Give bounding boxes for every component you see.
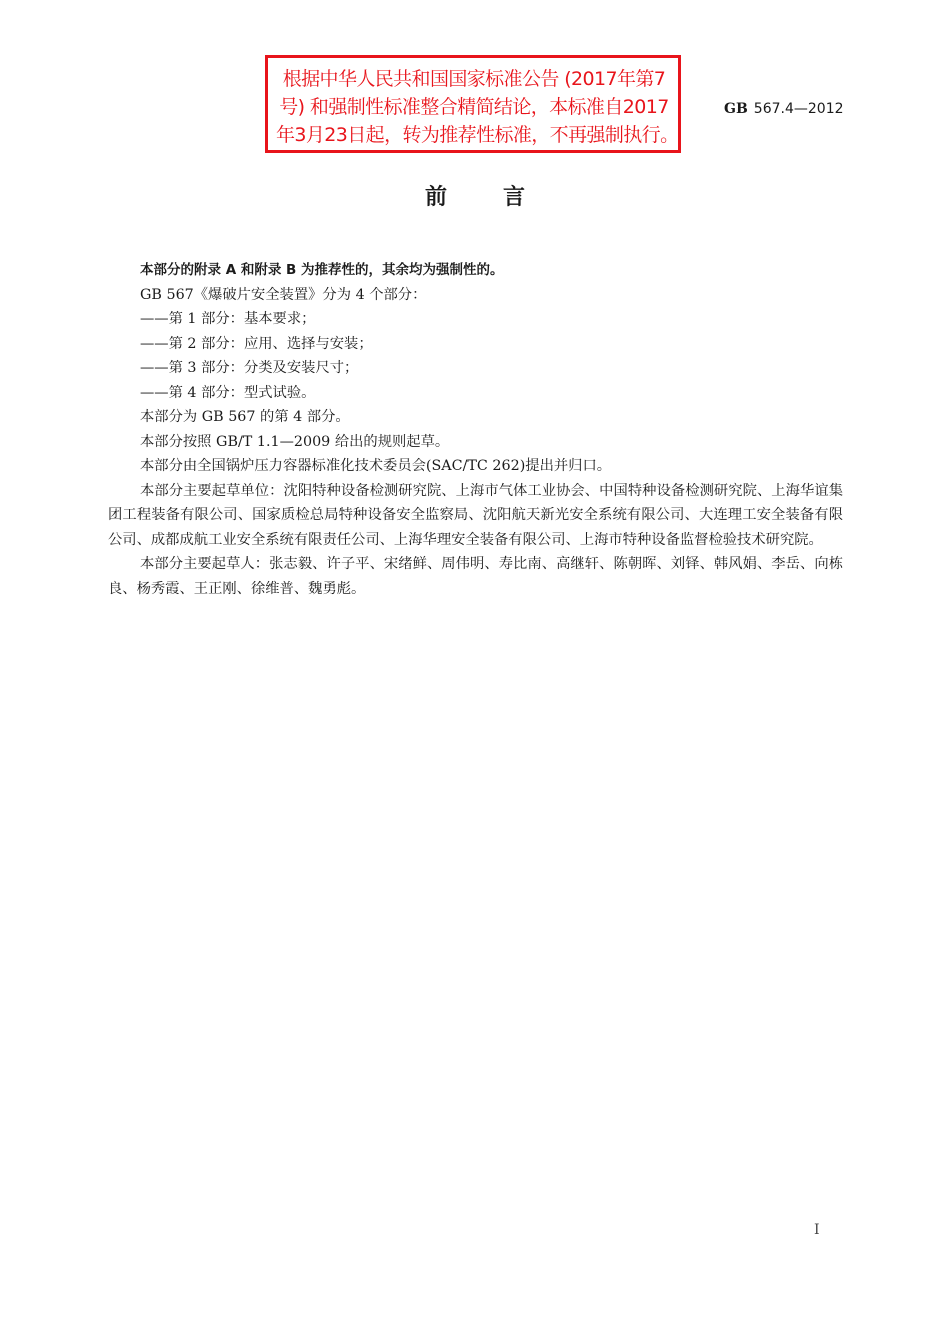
notice-box	[265, 55, 681, 153]
foreword-body	[108, 258, 843, 601]
paragraph: 本部分为 GB 567 的第 4 部分。	[140, 409, 350, 425]
page-number: I	[814, 1222, 820, 1238]
paragraph: 本部分的附录 A 和附录 B 为推荐性的，其余均为强制性的。	[140, 262, 504, 278]
paragraph: 本部分按照 GB/T 1.1—2009 给出的规则起草。	[140, 433, 450, 450]
notice-line-2: 号) 和强制性标准整合精简结论，本标准自2017	[279, 96, 669, 118]
paragraph-drafting-units: 本部分主要起草单位：沈阳特种设备检测研究院、上海市气体工业协会、中国特种设备检测研究院、上海华谊集团工程装备有限公司、国家质检总局特种设备安全监察局、沈阳航天新光安全系统有限公司、大连理工安全装备有限公司、成都成航工业安全系统有限责任公司、上海华理安全装备有限公司、上海市特种设备监督检验技术研究院。	[108, 482, 843, 548]
list-item: ——第 1 部分：基本要求；	[140, 311, 316, 327]
paragraph: 本部分由全国锅炉压力容器标准化技术委员会(SAC/TC 262)提出并归口。	[140, 458, 612, 474]
list-item: ——第 3 部分：分类及安装尺寸；	[140, 360, 359, 376]
standard-code: GB	[724, 101, 748, 117]
notice-line-1: 根据中华人民共和国国家标准公告 (2017年第7	[282, 68, 666, 90]
list-item: ——第 4 部分：型式试验。	[140, 384, 316, 401]
list-item: ——第 2 部分：应用、选择与安装；	[140, 335, 373, 352]
standard-number-value: 567.4—2012	[753, 101, 844, 117]
standard-number	[724, 101, 844, 117]
section-title: 前言	[424, 185, 581, 210]
paragraph: GB 567《爆破片安全装置》分为 4 个部分：	[140, 286, 427, 303]
paragraph-drafters: 本部分主要起草人：张志毅、许子平、宋绪鲜、周伟明、寿比南、高继轩、陈朝晖、刘铎、韩风娟、李岳、向栋良、杨秀霞、王正刚、徐维普、魏勇彪。	[108, 556, 843, 597]
notice-line-3: 年3月23日起，转为推荐性标准，不再强制执行。	[276, 124, 679, 146]
